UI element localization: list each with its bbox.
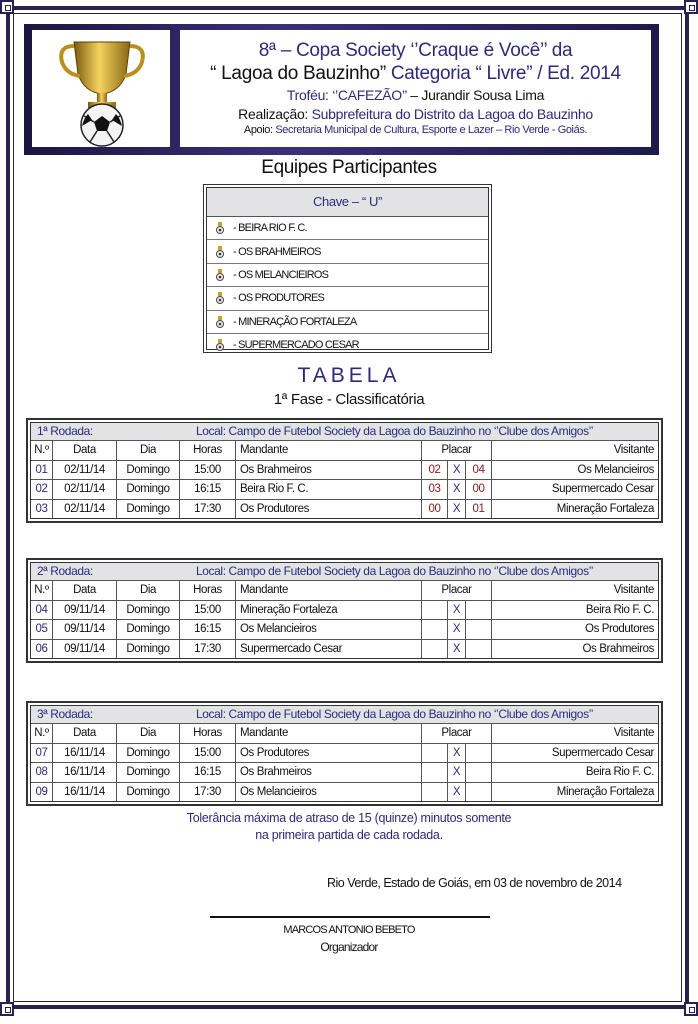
match-row bbox=[31, 461, 658, 481]
corner-ornament bbox=[684, 0, 698, 14]
event-title-line1: 8ª – Copa Society ‘’Craque é Você’’ da bbox=[258, 40, 573, 61]
trophy-line: Troféu: ‘’CAFEZÃO’’ – Jurandir Sousa Lima bbox=[286, 87, 545, 103]
round-label: 1ª Rodada: bbox=[37, 424, 93, 438]
versus-mark: X bbox=[448, 783, 466, 802]
match-row bbox=[31, 640, 658, 659]
venue-label: Local: Campo de Futebol Society da Lagoa do Bauzinho no ‘’Clube dos Amigos’’ bbox=[196, 424, 593, 438]
team-name: - BEIRA RIO F. C. bbox=[233, 222, 307, 235]
team-item bbox=[207, 240, 488, 263]
col-day: Dia bbox=[117, 724, 180, 743]
col-home: Mandante bbox=[236, 441, 422, 460]
away-score bbox=[466, 744, 492, 763]
away-score bbox=[466, 620, 492, 639]
match-date: 09/11/14 bbox=[53, 620, 117, 639]
teams-box bbox=[203, 184, 492, 353]
away-team: Os Melancieiros bbox=[577, 463, 654, 476]
round-label: 2ª Rodada: bbox=[37, 564, 93, 578]
home-team: Mineração Fortaleza bbox=[236, 601, 422, 620]
match-number: 01 bbox=[31, 461, 53, 480]
col-time: Horas bbox=[180, 724, 236, 743]
col-number: N.º bbox=[31, 441, 53, 460]
versus-mark: X bbox=[448, 461, 466, 480]
home-score bbox=[422, 601, 448, 620]
away-score bbox=[466, 783, 492, 802]
medal-icon bbox=[215, 339, 225, 351]
signer-role: Organizador bbox=[320, 940, 378, 954]
match-time: 17:30 bbox=[180, 500, 236, 519]
tolerance-note-line1: Tolerância máxima de atraso de 15 (quinze) minutos somente bbox=[186, 811, 512, 825]
phase-title: 1ª Fase - Classificatória bbox=[273, 391, 425, 408]
col-away: Visitante bbox=[613, 727, 654, 739]
corner-ornament bbox=[0, 1002, 14, 1016]
match-time: 15:00 bbox=[180, 461, 236, 480]
home-score bbox=[422, 744, 448, 763]
group-label: Chave – “ U” bbox=[207, 188, 488, 217]
home-score bbox=[422, 620, 448, 639]
col-home: Mandante bbox=[236, 724, 422, 743]
home-team: Os Brahmeiros bbox=[236, 763, 422, 782]
match-date: 16/11/14 bbox=[53, 763, 117, 782]
match-date: 02/11/14 bbox=[53, 480, 117, 499]
home-team: Supermercado Cesar bbox=[236, 640, 422, 659]
versus-mark: X bbox=[448, 744, 466, 763]
match-row bbox=[31, 620, 658, 640]
match-date: 02/11/14 bbox=[53, 461, 117, 480]
table-header-row bbox=[31, 581, 658, 601]
signer-name: MARCOS ANTONIO BEBETO bbox=[283, 924, 415, 936]
home-team: Os Melancieiros bbox=[236, 783, 422, 802]
home-score: 00 bbox=[422, 500, 448, 519]
match-time: 15:00 bbox=[180, 601, 236, 620]
col-away: Visitante bbox=[613, 584, 654, 596]
match-day: Domingo bbox=[117, 500, 180, 519]
match-day: Domingo bbox=[117, 601, 180, 620]
versus-mark: X bbox=[448, 640, 466, 659]
team-item bbox=[207, 217, 488, 240]
event-title-line2: “ Lagoa do Bauzinho” Categoria “ Livre” / Ed. 2014 bbox=[210, 63, 621, 84]
col-time: Horas bbox=[180, 441, 236, 460]
col-number: N.º bbox=[31, 581, 53, 600]
away-team: Mineração Fortaleza bbox=[556, 785, 654, 798]
away-team: Beira Rio F. C. bbox=[585, 603, 654, 616]
team-name: - OS PRODUTORES bbox=[233, 292, 325, 305]
venue-label: Local: Campo de Futebol Society da Lagoa do Bauzinho no ‘’Clube dos Amigos’’ bbox=[196, 564, 593, 578]
medal-icon bbox=[215, 269, 225, 281]
match-number: 07 bbox=[31, 744, 53, 763]
round-table bbox=[26, 558, 663, 663]
medal-icon bbox=[215, 292, 225, 304]
teams-section-title: Equipes Participantes bbox=[261, 157, 437, 178]
team-item bbox=[207, 287, 488, 310]
match-row bbox=[31, 500, 658, 519]
corner-ornament bbox=[684, 1002, 698, 1016]
round-table bbox=[26, 701, 663, 806]
away-team: Beira Rio F. C. bbox=[585, 766, 654, 778]
match-date: 16/11/14 bbox=[53, 744, 117, 763]
team-name: - MINERAÇÃO FORTALEZA bbox=[233, 315, 357, 328]
versus-mark: X bbox=[448, 500, 466, 519]
versus-mark: X bbox=[448, 480, 466, 499]
home-team: Os Melancieiros bbox=[236, 620, 422, 639]
home-score: 02 bbox=[422, 461, 448, 480]
col-away: Visitante bbox=[613, 444, 654, 456]
round-label: 3ª Rodada: bbox=[37, 707, 93, 721]
match-number: 02 bbox=[31, 480, 53, 499]
versus-mark: X bbox=[448, 620, 466, 639]
match-time: 15:00 bbox=[180, 744, 236, 763]
match-row bbox=[31, 744, 658, 764]
round-header bbox=[31, 423, 658, 441]
match-time: 16:15 bbox=[180, 763, 236, 782]
match-number: 06 bbox=[31, 640, 53, 659]
versus-mark: X bbox=[448, 763, 466, 782]
home-team: Os Produtores bbox=[236, 744, 422, 763]
support-line: Apoio: Secretaria Municipal de Cultura, Esporte e Lazer – Rio Verde - Goiás. bbox=[243, 124, 588, 136]
team-item bbox=[207, 311, 488, 334]
tabela-title: TABELA bbox=[297, 364, 401, 387]
match-time: 17:30 bbox=[180, 640, 236, 659]
team-item bbox=[207, 334, 488, 356]
signature-line bbox=[210, 916, 490, 918]
match-row bbox=[31, 763, 658, 783]
col-date: Data bbox=[53, 581, 117, 600]
away-score bbox=[466, 763, 492, 782]
home-score: 03 bbox=[422, 480, 448, 499]
match-time: 17:30 bbox=[180, 783, 236, 802]
versus-mark: X bbox=[448, 601, 466, 620]
away-score: 01 bbox=[466, 500, 492, 519]
trophy-icon bbox=[32, 30, 170, 147]
home-score bbox=[422, 783, 448, 802]
city-date: Rio Verde, Estado de Goiás, em 03 de novembro de 2014 bbox=[327, 876, 622, 890]
round-table bbox=[26, 418, 663, 523]
away-team: Supermercado Cesar bbox=[551, 746, 654, 759]
col-score: Placar bbox=[422, 441, 492, 460]
medal-icon bbox=[215, 246, 225, 258]
col-home: Mandante bbox=[236, 581, 422, 600]
home-score bbox=[422, 763, 448, 782]
home-score bbox=[422, 640, 448, 659]
match-date: 09/11/14 bbox=[53, 601, 117, 620]
round-header bbox=[31, 563, 658, 581]
away-team: Supermercado Cesar bbox=[551, 483, 654, 495]
match-date: 09/11/14 bbox=[53, 640, 117, 659]
corner-ornament bbox=[0, 0, 14, 14]
match-row bbox=[31, 601, 658, 621]
match-number: 09 bbox=[31, 783, 53, 802]
col-date: Data bbox=[53, 724, 117, 743]
home-team: Beira Rio F. C. bbox=[236, 480, 422, 499]
away-score: 04 bbox=[466, 461, 492, 480]
match-day: Domingo bbox=[117, 783, 180, 802]
match-row bbox=[31, 783, 658, 802]
away-score bbox=[466, 601, 492, 620]
table-header-row bbox=[31, 724, 658, 744]
organizer-line: Realização: Subprefeitura do Distrito da Lagoa do Bauzinho bbox=[238, 106, 593, 122]
table-header-row bbox=[31, 441, 658, 461]
team-name: - OS MELANCIEIROS bbox=[233, 268, 329, 281]
team-item bbox=[207, 264, 488, 287]
match-day: Domingo bbox=[117, 763, 180, 782]
col-score: Placar bbox=[422, 724, 492, 743]
team-name: - OS BRAHMEIROS bbox=[233, 245, 321, 258]
match-date: 02/11/14 bbox=[53, 500, 117, 519]
home-team: Os Brahmeiros bbox=[236, 461, 422, 480]
away-team: Os Brahmeiros bbox=[582, 642, 654, 655]
venue-label: Local: Campo de Futebol Society da Lagoa do Bauzinho no ‘’Clube dos Amigos’’ bbox=[196, 707, 593, 721]
away-team: Os Produtores bbox=[585, 623, 654, 635]
col-score: Placar bbox=[422, 581, 492, 600]
match-day: Domingo bbox=[117, 744, 180, 763]
match-time: 16:15 bbox=[180, 480, 236, 499]
away-score: 00 bbox=[466, 480, 492, 499]
col-day: Dia bbox=[117, 581, 180, 600]
col-time: Horas bbox=[180, 581, 236, 600]
trophy-panel bbox=[32, 30, 170, 147]
medal-icon bbox=[215, 222, 225, 234]
col-date: Data bbox=[53, 441, 117, 460]
match-date: 16/11/14 bbox=[53, 783, 117, 802]
away-score bbox=[466, 640, 492, 659]
tolerance-note-line2: na primeira partida de cada rodada. bbox=[255, 828, 443, 842]
match-day: Domingo bbox=[117, 461, 180, 480]
round-header bbox=[31, 706, 658, 724]
match-row bbox=[31, 480, 658, 500]
col-day: Dia bbox=[117, 441, 180, 460]
team-name: - SUPERMERCADO CESAR bbox=[233, 339, 359, 352]
match-number: 03 bbox=[31, 500, 53, 519]
medal-icon bbox=[215, 316, 225, 328]
match-time: 16:15 bbox=[180, 620, 236, 639]
match-day: Domingo bbox=[117, 480, 180, 499]
home-team: Os Produtores bbox=[236, 500, 422, 519]
away-team: Mineração Fortaleza bbox=[556, 502, 654, 515]
match-day: Domingo bbox=[117, 640, 180, 659]
match-day: Domingo bbox=[117, 620, 180, 639]
col-number: N.º bbox=[31, 724, 53, 743]
title-panel bbox=[180, 30, 651, 147]
match-number: 04 bbox=[31, 601, 53, 620]
match-number: 05 bbox=[31, 620, 53, 639]
match-number: 08 bbox=[31, 763, 53, 782]
